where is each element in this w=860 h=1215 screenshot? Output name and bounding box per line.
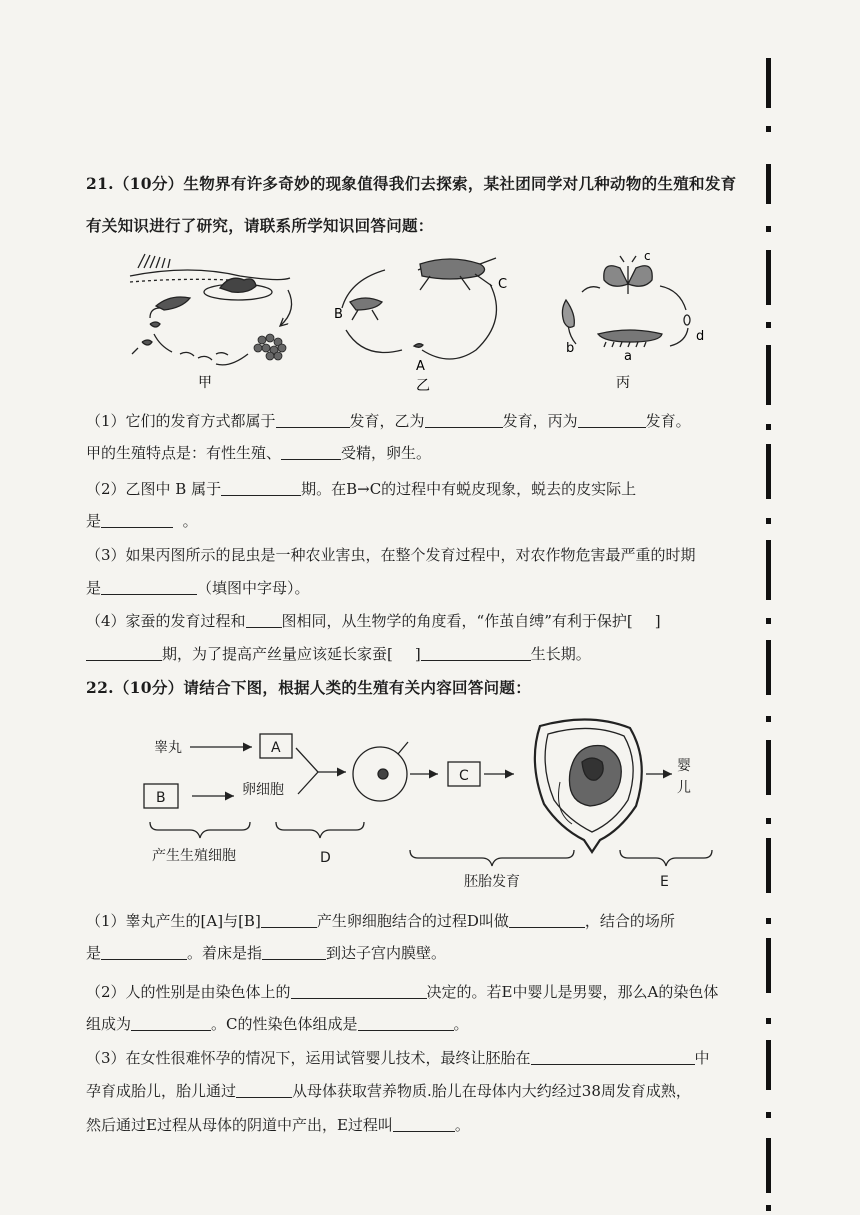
answer-blank[interactable]	[131, 1016, 211, 1031]
answer-blank[interactable]	[509, 913, 585, 928]
answer-blank[interactable]	[101, 513, 173, 528]
answer-blank[interactable]	[281, 445, 341, 460]
q21-figure	[120, 250, 720, 398]
q21-p1-line1: （1）它们的发育方式都属于 发育，乙为 发育，丙为 发育。	[86, 412, 691, 430]
q22-p2-line2: 组成为 。C的性染色体组成是 。	[86, 1015, 469, 1033]
brace-D	[276, 822, 364, 838]
label-embryo-development: 胚胎发育	[464, 874, 520, 890]
label-baby-2: 儿	[677, 780, 691, 796]
frog-lifecycle-figure	[130, 254, 292, 365]
label-bing-c: c	[644, 250, 651, 263]
label-produce-germ-cells: 产生生殖细胞	[152, 848, 236, 864]
label-yi: 乙	[416, 378, 430, 394]
answer-blank[interactable]	[246, 613, 282, 628]
q21-p3-line1: （3）如果丙图所示的昆虫是一种农业害虫，在整个发育过程中，对农作物危害最严重的时期	[86, 546, 696, 564]
answer-blank[interactable]	[262, 945, 326, 960]
q22-p2-line1: （2）人的性别是由染色体上的 决定的。若E中婴儿是男婴，那么A的染色体	[86, 983, 719, 1001]
zygote-nucleus	[378, 769, 388, 779]
q21-p3-line2: 是 （填图中字母）。	[86, 579, 310, 597]
convergence-lines	[296, 748, 318, 794]
answer-blank[interactable]	[101, 945, 187, 960]
label-bing-a: a	[624, 349, 632, 364]
q21-title-line1: 21.（10分）生物界有许多奇妙的现象值得我们去探索，某社团同学对几种动物的生殖和发育	[86, 174, 737, 193]
brace-E	[620, 850, 712, 866]
answer-blank[interactable]	[221, 481, 301, 496]
label-baby-1: 婴	[677, 758, 691, 774]
answer-blank[interactable]	[421, 646, 531, 661]
q22-p3-line1: （3）在女性很难怀孕的情况下，运用试管婴儿技术，最终让胚胎在 中	[86, 1049, 710, 1067]
box-A-label: A	[271, 740, 281, 756]
answer-blank[interactable]	[86, 646, 162, 661]
label-yi-B: B	[334, 307, 343, 322]
label-yi-C: C	[498, 277, 508, 292]
q21-p2-line1: （2）乙图中 B 属于 期。在B→C的过程中有蜕皮现象，蜕去的皮实际上	[86, 480, 637, 498]
q22-reproduction-diagram	[130, 712, 730, 897]
q21-p1-line2: 甲的生殖特点是：有性生殖、 受精，卵生。	[86, 444, 432, 462]
label-jia: 甲	[198, 375, 212, 391]
answer-blank[interactable]	[261, 913, 317, 928]
butterfly-lifecycle-figure	[562, 256, 690, 347]
label-egg-cell: 卵细胞	[242, 782, 284, 798]
answer-blank[interactable]	[291, 984, 427, 999]
q22-title: 22.（10分）请结合下图，根据人类的生殖有关内容回答问题：	[86, 678, 532, 697]
label-D: D	[320, 850, 331, 866]
label-yi-A: A	[416, 359, 425, 374]
q21-title-line2: 有关知识进行了研究，请联系所学知识回答问题：	[86, 216, 434, 235]
answer-blank[interactable]	[236, 1083, 292, 1098]
box-C-label: C	[459, 768, 469, 784]
label-bing-d: d	[696, 329, 705, 344]
label-testis: 睾丸	[154, 740, 182, 756]
answer-blank[interactable]	[425, 413, 503, 428]
label-bing-b: b	[566, 341, 575, 356]
label-bing: 丙	[616, 375, 630, 391]
answer-blank[interactable]	[276, 413, 350, 428]
q22-p1-line1: （1）睾丸产生的[A]与[B] 产生卵细胞结合的过程D叫做 ，结合的场所	[86, 912, 675, 930]
answer-blank[interactable]	[101, 580, 197, 595]
sperm-tail	[398, 742, 408, 754]
q22-p1-line2: 是 。着床是指 到达子宫内膜壁。	[86, 944, 447, 962]
answer-blank[interactable]	[531, 1050, 695, 1065]
label-E: E	[660, 874, 669, 890]
uterus-fetus-figure	[535, 719, 642, 852]
q21-p2-line2: 是 。	[86, 512, 198, 530]
box-B-label: B	[156, 790, 166, 806]
q21-p4-line1: （4）家蚕的发育过程和 图相同，从生物学的角度看，“作茧自缚”有利于保护[ ]	[86, 612, 661, 630]
q22-p3-line2: 孕育成胎儿，胎儿通过 从母体获取营养物质.胎儿在母体内大约经过38周发育成熟，	[86, 1082, 691, 1100]
q22-p3-line3: 然后通过E过程从母体的阴道中产出，E过程叫 。	[86, 1116, 470, 1134]
answer-blank[interactable]	[393, 1117, 455, 1132]
answer-blank[interactable]	[358, 1016, 454, 1031]
brace-embryo-development	[410, 850, 574, 866]
brace-produce-germ-cells	[150, 822, 250, 838]
answer-blank[interactable]	[578, 413, 646, 428]
q21-p4-line2: 期，为了提高产丝量应该延长家蚕[ ] 生长期。	[86, 643, 591, 664]
grasshopper-lifecycle-figure	[342, 258, 496, 359]
